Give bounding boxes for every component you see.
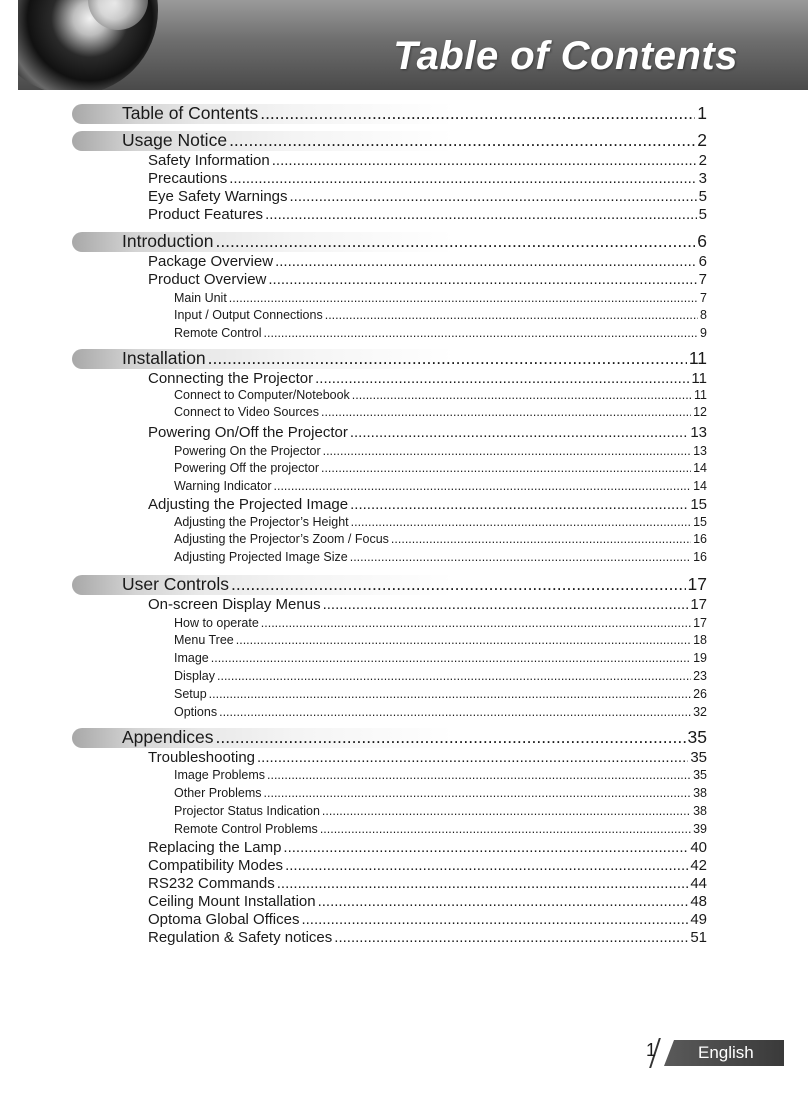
toc-entry-page: 11 [694,388,707,402]
header-banner [18,0,808,90]
toc-entry-page: 17 [687,574,707,594]
toc-entry-level-2[interactable] [148,271,707,289]
toc-entry-level-3[interactable] [174,326,707,342]
toc-entry-level-2[interactable] [148,911,707,929]
toc-entry-level-2[interactable] [148,857,707,875]
dot-leader [260,103,695,124]
toc-entry-level-1[interactable] [122,130,707,152]
toc-entry-level-2[interactable] [148,170,707,188]
toc-entry-label: Introduction [122,231,214,251]
toc-entry-page: 18 [693,633,707,647]
toc-entry-page: 42 [690,857,707,874]
toc-entry-label: Appendices [122,727,214,747]
toc-entry-level-3[interactable] [174,291,707,307]
dot-leader [391,532,691,546]
dot-leader [301,911,688,928]
toc-entry-label: Remote Control [174,326,262,340]
toc-entry-label: Setup [174,687,207,701]
page-title: Table of Contents [393,34,738,78]
toc-entry-level-1[interactable] [122,574,707,596]
footer-page-number: 1 [646,1040,657,1060]
toc-entry-page: 1 [697,103,707,123]
toc-entry-label: Product Overview [148,271,267,288]
dot-leader [350,496,688,513]
toc-entry-label: Installation [122,348,206,368]
dot-leader [334,929,688,946]
toc-entry-level-3[interactable] [174,479,707,495]
toc-entry-page: 2 [698,152,707,169]
toc-entry-page: 35 [690,749,707,766]
dot-leader [351,515,691,529]
toc-entry-page: 40 [690,839,707,856]
toc-entry-level-3[interactable] [174,687,707,703]
dot-leader [217,669,691,683]
toc-entry-level-3[interactable] [174,768,707,784]
toc-entry-label: How to operate [174,616,259,630]
dot-leader [323,444,691,458]
dot-leader [325,308,698,322]
toc-entry-level-1[interactable] [122,103,707,125]
dot-leader [322,804,691,818]
dot-leader [290,188,697,205]
toc-entry-label: Menu Tree [174,633,234,647]
toc-entry-label: Powering On/Off the Projector [148,424,348,441]
toc-entry-level-2[interactable] [148,749,707,767]
toc-entry-level-2[interactable] [148,929,707,947]
toc-entry-page: 38 [693,804,707,818]
toc-entry-level-3[interactable] [174,532,707,548]
toc-entry-label: Connecting the Projector [148,370,314,387]
toc-entry-level-3[interactable] [174,550,707,566]
toc-entry-level-2[interactable] [148,188,707,206]
toc-entry-level-3[interactable] [174,669,707,685]
dot-leader [321,405,691,419]
toc-entry-label: Usage Notice [122,130,228,150]
dot-leader [215,727,685,748]
toc-entry-page: 13 [693,444,707,458]
toc-entry-page: 17 [690,596,707,613]
toc-entry-page: 49 [690,911,707,928]
toc-entry-page: 35 [693,768,707,782]
toc-entry-level-2[interactable] [148,206,707,224]
toc-entry-level-1[interactable] [122,348,707,370]
toc-entry-label: Adjusting the Projector’s Height [174,515,349,529]
toc-entry-label: User Controls [122,574,229,594]
toc-entry-level-2[interactable] [148,596,707,614]
toc-entry-label: Adjusting the Projected Image [148,496,349,513]
dot-leader [229,130,695,151]
dot-leader [229,291,698,305]
dot-leader [320,822,691,836]
toc-entry-label: Troubleshooting [148,749,256,766]
toc-entry-level-2[interactable] [148,370,707,388]
dot-leader [275,253,697,270]
dot-leader [211,651,691,665]
dot-leader [283,839,688,856]
toc-entry-page: 15 [690,496,707,513]
toc-entry-label: Compatibility Modes [148,857,284,874]
toc-entry-level-3[interactable] [174,633,707,649]
toc-entry-page: 32 [693,705,707,719]
dot-leader [321,461,691,475]
dot-leader [265,206,697,223]
toc-entry-label: Adjusting the Projector’s Zoom / Focus [174,532,389,546]
toc-entry-level-2[interactable] [148,253,707,271]
toc-entry-level-3[interactable] [174,786,707,802]
toc-entry-label: Adjusting Projected Image Size [174,550,348,564]
toc-entry-page: 13 [690,424,707,441]
toc-entry-page: 12 [693,405,707,419]
toc-entry-label: Ceiling Mount Installation [148,893,316,910]
toc-entry-page: 7 [700,291,707,305]
dot-leader [285,857,688,874]
toc-entry-level-2[interactable] [148,875,707,893]
toc-entry-page: 14 [693,479,707,493]
toc-entry-label: Eye Safety Warnings [148,188,288,205]
footer-language: English [698,1043,754,1062]
toc-entry-level-3[interactable] [174,804,707,820]
toc-entry-label: Connect to Video Sources [174,405,320,419]
toc-entry-label: Image [174,651,209,665]
dot-leader [215,231,695,252]
dot-leader [208,348,687,369]
toc-entry-label: Precautions [148,170,228,187]
toc-entry-page: 23 [693,669,707,683]
toc-entry-level-1[interactable] [122,727,707,749]
dot-leader [229,170,696,187]
toc-entry-label: Regulation & Safety notices [148,929,333,946]
toc-entry-level-3[interactable] [174,822,707,838]
toc-entry-label: Product Features [148,206,264,223]
toc-entry-level-1[interactable] [122,231,707,253]
toc-entry-page: 2 [697,130,707,150]
toc-entry-label: RS232 Commands [148,875,275,892]
dot-leader [231,574,686,595]
dot-leader [350,424,688,441]
toc-entry-page: 7 [698,271,707,288]
toc-entry-page: 51 [690,929,707,946]
toc-entry-level-3[interactable] [174,461,707,477]
toc-entry-page: 19 [693,651,707,665]
dot-leader [261,616,691,630]
toc-entry-page: 15 [693,515,707,529]
toc-entry-label: Table of Contents [122,103,259,123]
toc-entry-label: Safety Information [148,152,270,169]
toc-entry-page: 5 [698,188,707,205]
toc-entry-level-3[interactable] [174,405,707,421]
toc-entry-level-3[interactable] [174,308,707,324]
toc-entry-label: Other Problems [174,786,262,800]
toc-entry-level-3[interactable] [174,388,707,404]
toc-entry-label: Powering Off the projector [174,461,319,475]
toc-entry-label: Remote Control Problems [174,822,318,836]
toc-entry-label: Input / Output Connections [174,308,323,322]
dot-leader [350,550,691,564]
toc-entry-level-3[interactable] [174,705,707,721]
toc-entry-page: 39 [693,822,707,836]
toc-entry-page: 11 [691,370,707,387]
toc-entry-label: Replacing the Lamp [148,839,282,856]
toc-entry-page: 14 [693,461,707,475]
dot-leader [352,388,692,402]
toc-entry-page: 26 [693,687,707,701]
toc-entry-page: 9 [700,326,707,340]
toc-entry-level-2[interactable] [148,839,707,857]
toc-entry-level-2[interactable] [148,424,707,442]
dot-leader [272,152,697,169]
dot-leader [274,479,692,493]
toc-entry-page: 3 [698,170,707,187]
toc-entry-page: 8 [700,308,707,322]
toc-entry-label: Warning Indicator [174,479,272,493]
dot-leader [315,370,689,387]
toc-entry-label: Optoma Global Offices [148,911,300,928]
toc-entry-page: 35 [687,727,707,747]
toc-entry-level-2[interactable] [148,496,707,514]
toc-entry-page: 38 [693,786,707,800]
toc-entry-page: 48 [690,893,707,910]
toc-entry-level-3[interactable] [174,444,707,460]
toc-entry-label: Display [174,669,215,683]
toc-entry-page: 11 [688,348,707,368]
dot-leader [277,875,689,892]
toc-entry-label: Options [174,705,218,719]
toc-entry-page: 5 [698,206,707,223]
dot-leader [209,687,691,701]
toc-entry-label: Connect to Computer/Notebook [174,388,350,402]
toc-entry-label: Package Overview [148,253,274,270]
toc-entry-level-2[interactable] [148,893,707,911]
toc-entry-level-3[interactable] [174,616,707,632]
dot-leader [268,271,696,288]
toc-entry-level-3[interactable] [174,515,707,531]
toc-entry-page: 16 [693,550,707,564]
toc-entry-label: Image Problems [174,768,266,782]
dot-leader [236,633,691,647]
toc-entry-page: 6 [697,231,707,251]
dot-leader [257,749,688,766]
toc-entry-label: Powering On the Projector [174,444,321,458]
toc-entry-page: 44 [690,875,707,892]
toc-entry-page: 16 [693,532,707,546]
dot-leader [323,596,689,613]
toc-entry-level-2[interactable] [148,152,707,170]
dot-leader [267,768,691,782]
dot-leader [264,326,699,340]
dot-leader [219,705,691,719]
toc-entry-level-3[interactable] [174,651,707,667]
toc-entry-label: On-screen Display Menus [148,596,321,613]
dot-leader [264,786,692,800]
toc-entry-label: Main Unit [174,291,227,305]
toc-entry-page: 17 [693,616,707,630]
toc-entry-label: Projector Status Indication [174,804,320,818]
toc-entry-page: 6 [698,253,707,270]
dot-leader [318,893,689,910]
